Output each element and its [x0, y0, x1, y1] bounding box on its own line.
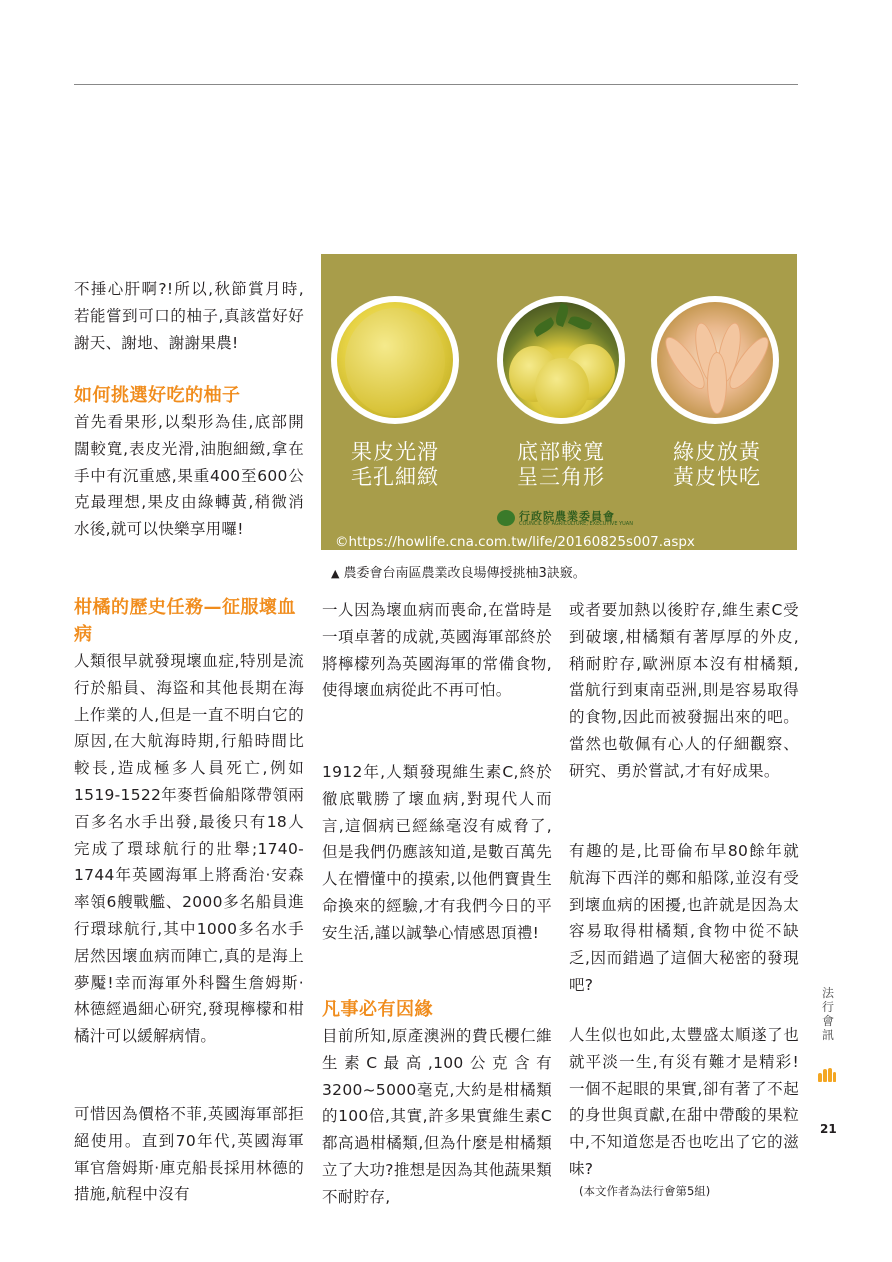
paragraph-cause: 目前所知,原產澳洲的費氏櫻仁維生素C最高,100公克含有3200~5000毫克,大約是柑橘類的100倍,其實,許多果實維生素C都高過柑橘類,但為什麼是柑橘類立了大功?推想是因為其他蔬果類不耐貯存, [322, 1027, 552, 1206]
header-rule [74, 84, 798, 85]
paragraph-cost: 可惜因為價格不菲,英國海軍部拒絕使用。直到70年代,英國海軍軍官詹姆斯·庫克船長採用林德的措施,航程中沒有 [74, 1105, 304, 1204]
pomelo-whole-image [331, 296, 459, 424]
coa-logo-text: 行政院農業委員會 [519, 510, 615, 523]
paragraph-choose: 首先看果形,以梨形為佳,底部開闊較寬,表皮光滑,油胞細緻,拿在手中有沉重感,果重400至600公克最理想,果皮由綠轉黃,稍微消水後,就可以快樂享用囉! [74, 413, 304, 539]
paragraph-life: 人生似也如此,太豐盛太順遂了也就平淡一生,有災有難才是精彩!一個不起眼的果實,卻有著了不起的身世與貢獻,在甜中帶酸的果粒中,不知道您是否也吃出了它的滋味? [569, 1026, 799, 1178]
hand-logo-icon [818, 1068, 836, 1082]
heading-history: 柑橘的歷史任務—征服壞血病 [74, 597, 296, 645]
figure-label-color: 綠皮放黃 黃皮快吃 [673, 440, 761, 489]
magazine-title-vertical: 法 行 會 訊 [821, 986, 834, 1042]
column-3 [569, 597, 799, 785]
section-history [74, 594, 304, 1050]
pomelo-segments-image [651, 296, 779, 424]
heading-cause: 凡事必有因緣 [322, 999, 433, 1020]
paragraph-cost-wrap [74, 1101, 304, 1208]
author-credit: (本文作者為法行會第5組) [579, 1183, 711, 1198]
figure-source-url: ©https://howlife.cna.com.tw/life/20160825s007.aspx [335, 534, 695, 550]
pomelo-group-image [497, 296, 625, 424]
coa-logo-icon [497, 510, 515, 526]
paragraph-1912: 1912年,人類發現維生素C,終於徹底戰勝了壞血病,對現代人而言,這個病已經絲毫沒有威脅了,但是我們仍應該知道,是數百萬先人在懵懂中的摸索,以他們寶貴生命換來的經驗,才有我們今日的平安生活,謹以誠摯心情感恩頂禮! [322, 763, 552, 942]
section-zheng-he [569, 838, 799, 999]
column-1 [74, 276, 304, 356]
figure-label-base: 底部較寬 呈三角形 [517, 440, 605, 489]
paragraph-zheng-he: 有趣的是,比哥倫布早80餘年就航海下西洋的鄭和船隊,並沒有受到壞血病的困擾,也許就是因為太容易取得柑橘類,食物中從不缺乏,因而錯過了這個大秘密的發現吧? [569, 842, 799, 994]
section-life [569, 1022, 799, 1199]
column-2 [322, 597, 552, 704]
figure-caption-text: 農委會台南區農業改良場傳授挑柚3訣竅。 [343, 566, 586, 581]
paragraph-col2-cont: 一人因為壞血病而喪命,在當時是一項卓著的成就,英國海軍部終於將檸檬列為英國海軍的常備食物,使得壞血病從此不再可怕。 [322, 601, 552, 700]
paragraph-history: 人類很早就發現壞血症,特別是流行於船員、海盜和其他長期在海上作業的人,但是一直不明白它的原因,在大航海時期,行船時間比較長,造成極多人員死亡,例如1519-1522年麥哲倫船隊帶領兩百多名水手出發,最後只有18人完成了環球航行的壯舉;1740-1744年英國海軍上將喬治·安森率領6艘戰艦、2000多名船員進行環球航行,其中1000多名水手居然因壞血病而陣亡,真的是海上夢魘!幸而海軍外科醫生詹姆斯·林德經過細心研究,發現檸檬和柑橘汁可以緩解病情。 [74, 652, 304, 1046]
section-cause [322, 996, 552, 1211]
pomelo-figure [321, 254, 797, 550]
page-number: 21 [820, 1122, 837, 1136]
paragraph-col3-cont: 或者要加熱以後貯存,維生素C受到破壞,柑橘類有著厚厚的外皮,稍耐貯存,歐洲原本沒有柑橘類,當航行到東南亞洲,則是容易取得的食物,因此而被發掘出來的吧。當然也敬佩有心人的仔細觀察、研究、勇於嘗試,才有好成果。 [569, 601, 799, 780]
section-choose [74, 382, 304, 543]
paragraph-intro: 不捶心肝啊?!所以,秋節賞月時,若能嘗到可口的柚子,真該當好好謝天、謝地、謝謝果農! [74, 280, 304, 352]
figure-caption [331, 562, 586, 581]
heading-choose-pomelo: 如何挑選好吃的柚子 [74, 385, 241, 406]
coa-logo-subtext: COUNCIL OF AGRICULTURE, EXECUTIVE YUAN [519, 521, 633, 527]
section-1912 [322, 759, 552, 947]
triangle-icon: ▲ [331, 567, 340, 580]
figure-label-skin: 果皮光滑 毛孔細緻 [351, 440, 439, 489]
